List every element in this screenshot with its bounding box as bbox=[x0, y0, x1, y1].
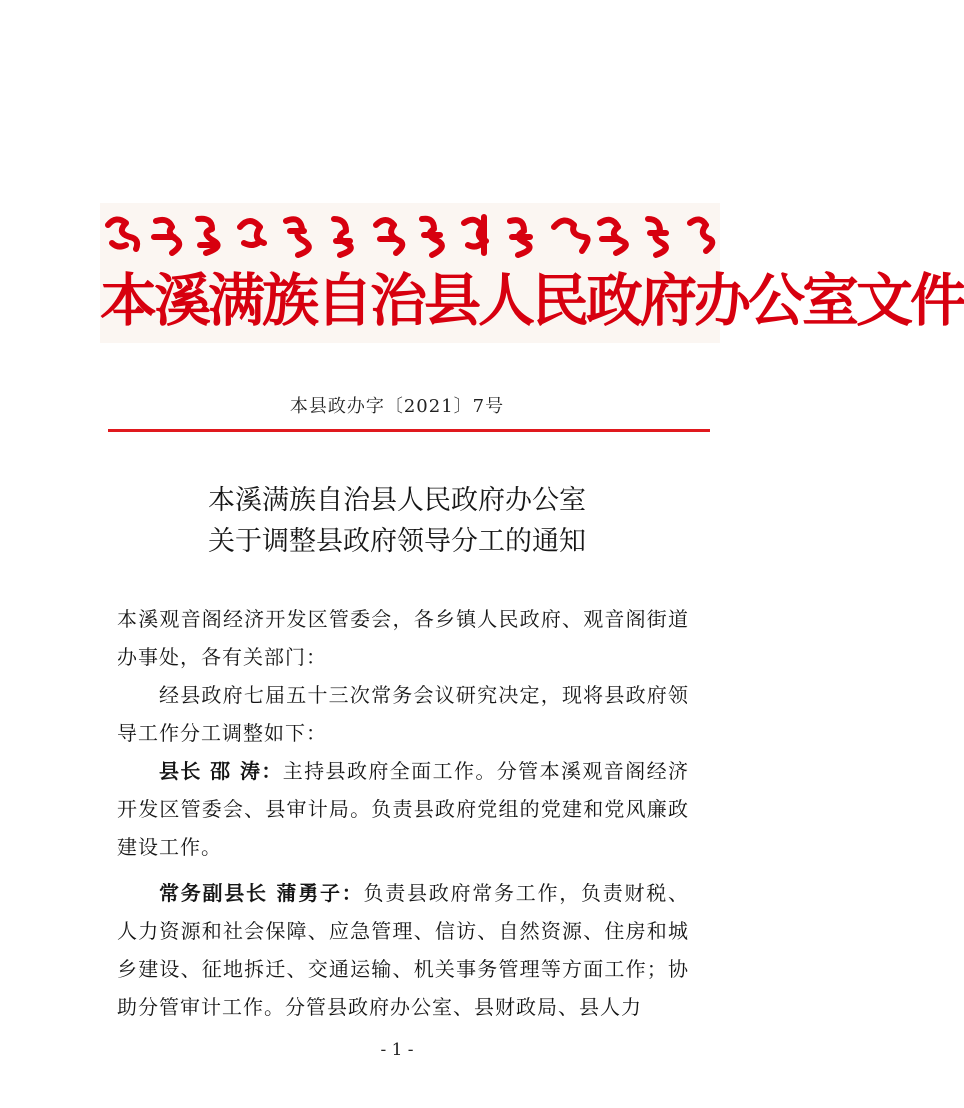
manchu-script-line bbox=[100, 209, 720, 259]
letterhead-banner bbox=[100, 203, 964, 343]
document-title-line-1: 本溪满族自治县人民政府办公室 bbox=[208, 485, 586, 516]
duty-paragraph-county-head bbox=[117, 752, 689, 866]
document-title-line-2: 关于调整县政府领导分工的通知 bbox=[208, 526, 586, 557]
official-role-label: 常务副县长 蒲勇子： bbox=[159, 881, 364, 905]
official-duties-text: 负责县政府常务工作，负责财税、人力资源和社会保障、应急管理、信访、自然资源、住房和城乡建设、征地拆迁、交通运输、机关事务管理等方面工作；协助分管审计工作。分管县政府办公室、县财政局、县人力 bbox=[117, 881, 690, 1019]
agency-title: 本溪满族自治县人民政府办公室文件 bbox=[100, 268, 964, 334]
addressee-paragraph: 本溪观音阁经济开发区管委会，各乡镇人民政府、观音阁街道办事处，各有关部门： bbox=[117, 607, 689, 669]
official-role-label: 县长 邵 涛： bbox=[159, 759, 283, 783]
document-body bbox=[117, 600, 689, 1026]
duty-paragraph-executive-deputy bbox=[117, 874, 689, 1026]
official-duties-text: 主持县政府全面工作。分管本溪观音阁经济开发区管委会、县审计局。负责县政府党组的党建和党风廉政建设工作。 bbox=[117, 759, 689, 859]
document-number: 本县政办字〔2021〕7号 bbox=[289, 396, 505, 417]
red-separator-rule bbox=[108, 429, 710, 432]
page-number: - 1 - bbox=[380, 1040, 414, 1060]
intro-paragraph: 经县政府七届五十三次常务会议研究决定，现将县政府领导工作分工调整如下： bbox=[117, 683, 689, 745]
document-title bbox=[0, 480, 794, 562]
